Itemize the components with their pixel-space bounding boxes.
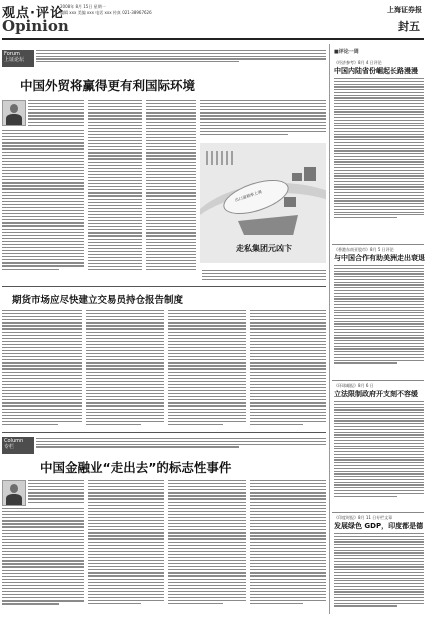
column-col4 (250, 480, 326, 606)
sidebar-label: ■评论一周 (334, 49, 359, 55)
sidebar-item2-tag: 《香港东南亚股市》8月 5 日评论 (334, 247, 394, 252)
sidebar-item2-body (334, 265, 424, 365)
section-title-en: Opinion (2, 17, 69, 35)
section-rule (2, 286, 326, 287)
masthead (2, 2, 424, 38)
futures-col4 (250, 310, 326, 427)
author-portrait (2, 100, 26, 126)
masthead-rule (2, 38, 424, 40)
sidebar-item4-title: 发展绿色 GDP，印度都是德 (334, 522, 424, 530)
column-divider (329, 44, 330, 614)
forum-badge-en: Forum (4, 51, 20, 57)
sidebar-item3-body (334, 401, 424, 498)
futures-col2 (86, 310, 164, 427)
lead-article-col2 (88, 100, 142, 272)
lead-article-col3 (146, 100, 196, 272)
column-badge-cn: 专栏 (4, 444, 15, 450)
lead-article-col1 (28, 100, 84, 128)
sidebar-item2-title: 与中国合作有助美洲走出衰退 (334, 254, 425, 262)
futures-col1 (2, 310, 82, 427)
photo-caption (202, 270, 326, 282)
masthead-contacts: 编辑 xxx 美编 xxx 电话 xxx 传真 021-38967626 (60, 10, 152, 15)
lead-intro-text (36, 50, 326, 64)
column-col1b (2, 508, 84, 607)
section-title: 观点·评论 (2, 6, 64, 21)
column-col3 (168, 480, 246, 606)
masthead-info (60, 4, 210, 16)
sidebar-item3-tag: 《环球邮报》8月 6 日 (334, 383, 374, 388)
sidebar-item3-title: 立法限制政府开支刻不容缓 (334, 390, 418, 398)
sidebar-item4-tag: 《印度时报》8月 11 日专栏文章 (334, 515, 393, 520)
columnist-portrait (2, 480, 26, 506)
futures-col3 (168, 310, 246, 427)
sidebar-rule-2 (332, 380, 424, 381)
sidebar-item1-title: 中国内陆省份崛起长路漫漫 (334, 67, 418, 75)
illustration-photo (200, 143, 326, 263)
column-badge-en: Column (4, 438, 24, 444)
column-intro-text (36, 438, 326, 449)
section-rule-2 (2, 432, 326, 433)
lead-article-col1b (2, 130, 84, 272)
sidebar-item1-tag: 《经济参考》8月 4 日评论 (334, 60, 382, 65)
forum-badge (2, 50, 34, 67)
lead-headline: 中国外贸将赢得更有利国际环境 (20, 78, 196, 93)
sidebar-item4-body (334, 533, 424, 608)
futures-headline: 期货市场应尽快建立交易员持仓报告制度 (12, 295, 184, 306)
photo-overlay-text: 走私集团元凶卞 (236, 244, 292, 253)
sidebar-rule-1 (332, 244, 424, 245)
column-col2 (88, 480, 164, 606)
sidebar-item1-body (334, 78, 424, 220)
column-headline: 中国金融业“走出去”的标志性事件 (40, 460, 232, 475)
page-label: 封五 (398, 20, 420, 33)
masthead-date: 2008年 8月 15日 星期一 (60, 4, 106, 9)
lead-article-col4 (200, 100, 326, 137)
column-col1 (28, 480, 84, 505)
sidebar-rule-3 (332, 512, 424, 513)
paper-name: 上海证券报 (387, 5, 422, 14)
column-badge (2, 437, 34, 454)
forum-badge-cn: 上证论坛 (4, 57, 25, 63)
tax-rebate-sign-text: 出口退税率上调 (234, 189, 263, 203)
